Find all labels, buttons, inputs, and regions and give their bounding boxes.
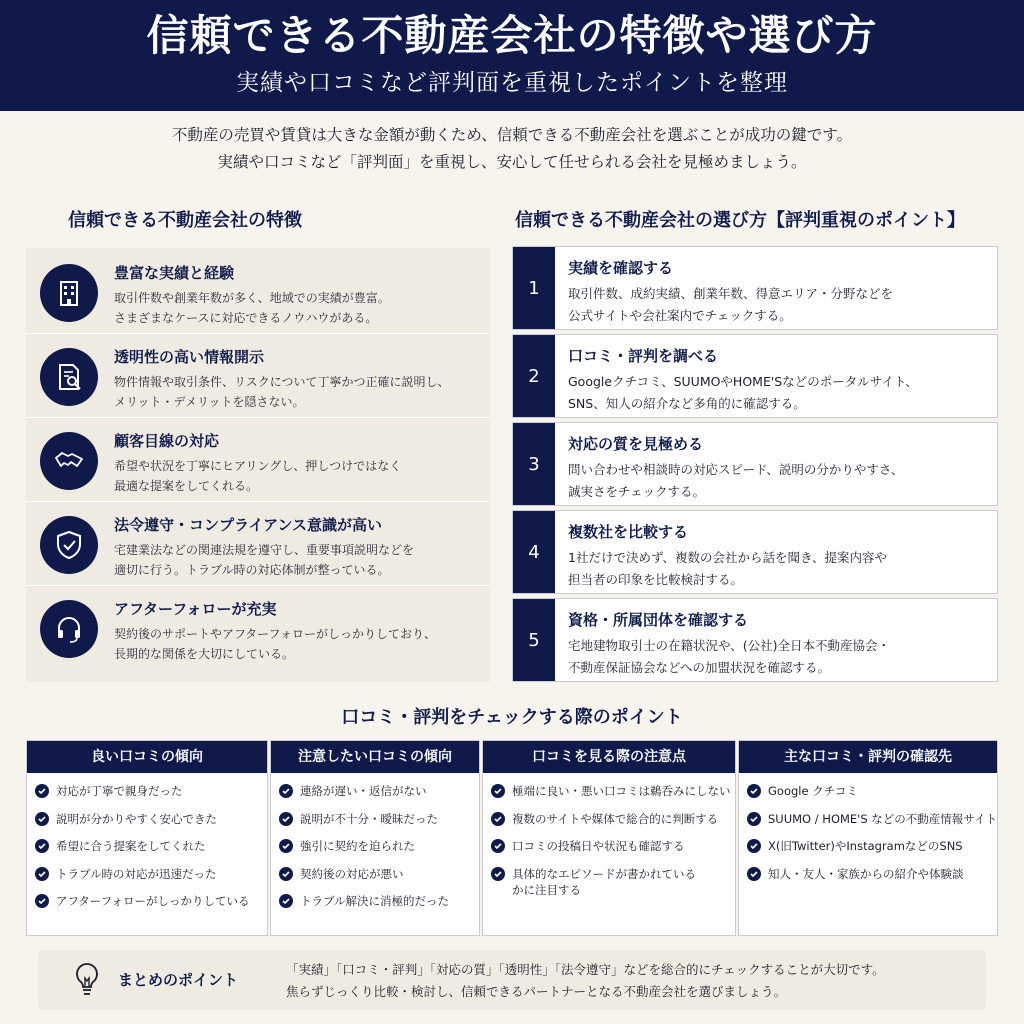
summary-text bbox=[286, 959, 885, 1003]
list-item-text: 口コミの投稿日や状況も確認する bbox=[512, 839, 685, 853]
steps-title: 信頼できる不動産会社の選び方【評判重視のポイント】 bbox=[515, 210, 965, 231]
check-icon bbox=[35, 784, 49, 798]
column-header: 良い口コミの傾向 bbox=[27, 741, 267, 773]
check-icon bbox=[35, 867, 49, 881]
feature-title: 透明性の高い情報開示 bbox=[114, 348, 265, 366]
step-item bbox=[512, 510, 998, 594]
summary-label: まとめのポイント bbox=[118, 971, 239, 989]
page-title: 信頼できる不動産会社の特徴や選び方 bbox=[146, 11, 878, 60]
checkpoint-list bbox=[739, 773, 997, 882]
list-item bbox=[35, 811, 267, 827]
check-icon bbox=[35, 839, 49, 853]
list-item-text: 知人・友人・家族からの紹介や体験談 bbox=[768, 866, 964, 881]
step-desc-line: 不動産保証協会などへの加盟状況を確認する。 bbox=[568, 660, 831, 675]
check-icon bbox=[491, 812, 505, 826]
checkpoint-column bbox=[270, 740, 480, 936]
check-icon bbox=[491, 784, 505, 798]
step-desc-line: 問い合わせや相談時の対応スピード、説明の分かりやすさ、 bbox=[568, 462, 904, 477]
step-item bbox=[512, 334, 998, 418]
list-item bbox=[491, 838, 735, 854]
feature-desc-line: 長期的な関係を大切にしている。 bbox=[114, 647, 295, 661]
step-desc-line: SNS、知人の紹介など多角的に確認する。 bbox=[568, 396, 806, 411]
step-number: 4 bbox=[513, 511, 555, 593]
step-title: 対応の質を見極める bbox=[568, 435, 704, 453]
feature-title: 豊富な実績と経験 bbox=[114, 264, 235, 282]
checkpoints-title: 口コミ・評判をチェックする際のポイント bbox=[341, 707, 683, 728]
intro-line-2: 実績や口コミなど「評判面」を重視し、安心して任せられる会社を見極めましょう。 bbox=[217, 153, 807, 171]
intro-line-1: 不動産の売買や賃貸は大きな金額が動くため、信頼できる不動産会社を選ぶことが成功の鍵です。 bbox=[171, 126, 853, 144]
column-header: 口コミを見る際の注意点 bbox=[483, 741, 735, 773]
feature-desc-line: 宅建業法などの関連法規を遵守し、重要事項説明などを bbox=[114, 543, 415, 557]
column-header: 主な口コミ・評判の確認先 bbox=[739, 741, 997, 773]
check-icon bbox=[279, 839, 293, 853]
feature-title: アフターフォローが充実 bbox=[114, 600, 277, 618]
feature-item bbox=[26, 420, 490, 502]
feature-desc bbox=[114, 288, 486, 328]
list-item bbox=[279, 783, 479, 799]
document-search-icon bbox=[40, 348, 98, 406]
list-item-text: 契約後の対応が悪い bbox=[300, 866, 404, 881]
lightbulb-icon bbox=[72, 961, 102, 999]
list-item-text: アフターフォローがしっかりしている bbox=[56, 894, 250, 908]
feature-desc-line: 契約後のサポートやアフターフォローがしっかりしており、 bbox=[114, 627, 436, 641]
list-item bbox=[747, 866, 997, 882]
step-desc-line: 誠実さをチェックする。 bbox=[568, 484, 706, 499]
list-item-text: Google クチコミ bbox=[768, 784, 858, 798]
step-desc bbox=[568, 283, 993, 327]
step-desc-line: 担当者の印象を比較検討する。 bbox=[568, 572, 744, 587]
check-icon bbox=[747, 867, 761, 881]
check-icon bbox=[747, 812, 761, 826]
list-item bbox=[747, 783, 997, 799]
step-title: 実績を確認する bbox=[568, 259, 674, 277]
step-item bbox=[512, 598, 998, 682]
check-icon bbox=[491, 867, 505, 881]
feature-desc bbox=[114, 624, 486, 664]
feature-item bbox=[26, 588, 490, 670]
step-title: 資格・所属団体を確認する bbox=[568, 611, 749, 629]
checkpoint-list bbox=[271, 773, 479, 909]
list-item bbox=[279, 866, 479, 882]
check-icon bbox=[35, 894, 49, 908]
check-icon bbox=[35, 812, 49, 826]
features-title: 信頼できる不動産会社の特徴 bbox=[68, 210, 302, 231]
step-desc bbox=[568, 547, 993, 591]
step-desc bbox=[568, 459, 993, 503]
step-desc-line: 公式サイトや会社案内でチェックする。 bbox=[568, 308, 792, 323]
feature-item bbox=[26, 252, 490, 334]
step-number: 1 bbox=[513, 247, 555, 329]
list-item-text: 連絡が遅い・返信がない bbox=[300, 784, 427, 798]
feature-desc bbox=[114, 540, 486, 580]
feature-desc-line: 物件情報や取引条件、リスクについて丁寧かつ正確に説明し、 bbox=[114, 375, 450, 389]
list-item-text: 複数のサイトや媒体で総合的に判断する bbox=[512, 811, 719, 826]
feature-desc-line: 適切に行う。トラブル時の対応体制が整っている。 bbox=[114, 563, 390, 577]
step-desc-line: 宅地建物取引士の在籍状況や、(公社)全日本不動産協会・ bbox=[568, 638, 891, 653]
step-title: 口コミ・評判を調べる bbox=[568, 347, 719, 365]
list-item bbox=[35, 838, 267, 854]
list-item bbox=[491, 866, 735, 898]
step-desc bbox=[568, 635, 993, 679]
feature-item bbox=[26, 504, 490, 586]
summary-box bbox=[38, 950, 986, 1010]
intro-text bbox=[40, 122, 984, 176]
feature-desc-line: さまざまなケースに対応できるノウハウがある。 bbox=[114, 311, 378, 325]
feature-desc-line: 希望や状況を丁寧にヒアリングし、押しつけではなく bbox=[114, 459, 402, 473]
step-number: 5 bbox=[513, 599, 555, 681]
list-item-text bbox=[512, 867, 696, 897]
list-item bbox=[35, 893, 267, 909]
features-panel bbox=[26, 248, 490, 682]
step-number: 2 bbox=[513, 335, 555, 417]
summary-line-2: 焦らずじっくり比較・検討し、信頼できるパートナーとなる不動産会社を選びましょう。 bbox=[286, 984, 787, 999]
step-desc-line: 取引件数、成約実績、創業年数、得意エリア・分野などを bbox=[568, 286, 894, 301]
list-item-text-line: かに注目する bbox=[512, 882, 581, 897]
feature-desc-line: 取引件数や創業年数が多く、地域での実績が豊富。 bbox=[114, 291, 390, 305]
list-item bbox=[747, 811, 997, 827]
header-banner bbox=[0, 0, 1024, 111]
check-icon bbox=[491, 839, 505, 853]
step-desc-line: Googleクチコミ、SUUMOやHOME'Sなどのポータルサイト、 bbox=[568, 374, 918, 389]
shield-check-icon bbox=[40, 516, 98, 574]
list-item-text-line: 具体的なエピソードが書かれている bbox=[512, 866, 696, 881]
handshake-icon bbox=[40, 432, 98, 490]
feature-desc bbox=[114, 456, 486, 496]
list-item-text: 極端に良い・悪い口コミは鵜呑みにしない bbox=[512, 784, 731, 798]
list-item-text: SUUMO / HOME'S などの不動産情報サイト bbox=[768, 811, 997, 826]
checkpoint-list bbox=[27, 773, 267, 909]
list-item bbox=[279, 893, 479, 909]
check-icon bbox=[747, 839, 761, 853]
step-item bbox=[512, 422, 998, 506]
step-title: 複数社を比較する bbox=[568, 523, 689, 541]
check-icon bbox=[747, 784, 761, 798]
list-item-text: 説明が分かりやすく安心できた bbox=[56, 811, 217, 826]
check-icon bbox=[279, 867, 293, 881]
checkpoint-list bbox=[483, 773, 735, 898]
checkpoint-column bbox=[482, 740, 736, 936]
column-header: 注意したい口コミの傾向 bbox=[271, 741, 479, 773]
list-item bbox=[491, 783, 735, 799]
feature-title: 法令遵守・コンプライアンス意識が高い bbox=[114, 516, 383, 534]
list-item-text: 説明が不十分・曖昧だった bbox=[300, 811, 438, 826]
check-icon bbox=[279, 894, 293, 908]
list-item bbox=[279, 811, 479, 827]
feature-desc bbox=[114, 372, 486, 412]
list-item bbox=[491, 811, 735, 827]
list-item bbox=[35, 783, 267, 799]
feature-desc-line: 最適な提案をしてくれる。 bbox=[114, 479, 259, 493]
feature-desc-line: メリット・デメリットを隠さない。 bbox=[114, 395, 305, 409]
list-item-text: トラブル解決に消極的だった bbox=[300, 894, 450, 908]
list-item bbox=[279, 838, 479, 854]
steps-panel bbox=[512, 246, 998, 684]
page-subtitle: 実績や口コミなど評判面を重視したポイントを整理 bbox=[236, 70, 788, 96]
list-item bbox=[35, 866, 267, 882]
checkpoint-column bbox=[738, 740, 998, 936]
step-number: 3 bbox=[513, 423, 555, 505]
step-desc-line: 1社だけで決めず、複数の会社から話を聞き、提案内容や bbox=[568, 550, 887, 565]
list-item-text: 対応が丁寧で親身だった bbox=[56, 784, 183, 798]
checkpoints-grid bbox=[26, 740, 998, 936]
feature-item bbox=[26, 336, 490, 418]
check-icon bbox=[279, 784, 293, 798]
building-icon bbox=[40, 264, 98, 322]
list-item bbox=[747, 838, 997, 854]
step-desc bbox=[568, 371, 993, 415]
checkpoint-column bbox=[26, 740, 268, 936]
headset-icon bbox=[40, 600, 98, 658]
list-item-text: X(旧Twitter)やInstagramなどのSNS bbox=[768, 839, 963, 853]
check-icon bbox=[279, 812, 293, 826]
list-item-text: 希望に合う提案をしてくれた bbox=[56, 839, 206, 853]
list-item-text: トラブル時の対応が迅速だった bbox=[56, 866, 217, 881]
step-item bbox=[512, 246, 998, 330]
feature-title: 顧客目線の対応 bbox=[114, 432, 220, 450]
summary-line-1: 「実績」「口コミ・評判」「対応の質」「透明性」「法令遵守」などを総合的にチェックすることが大切です。 bbox=[286, 962, 885, 977]
list-item-text: 強引に契約を迫られた bbox=[300, 839, 415, 853]
